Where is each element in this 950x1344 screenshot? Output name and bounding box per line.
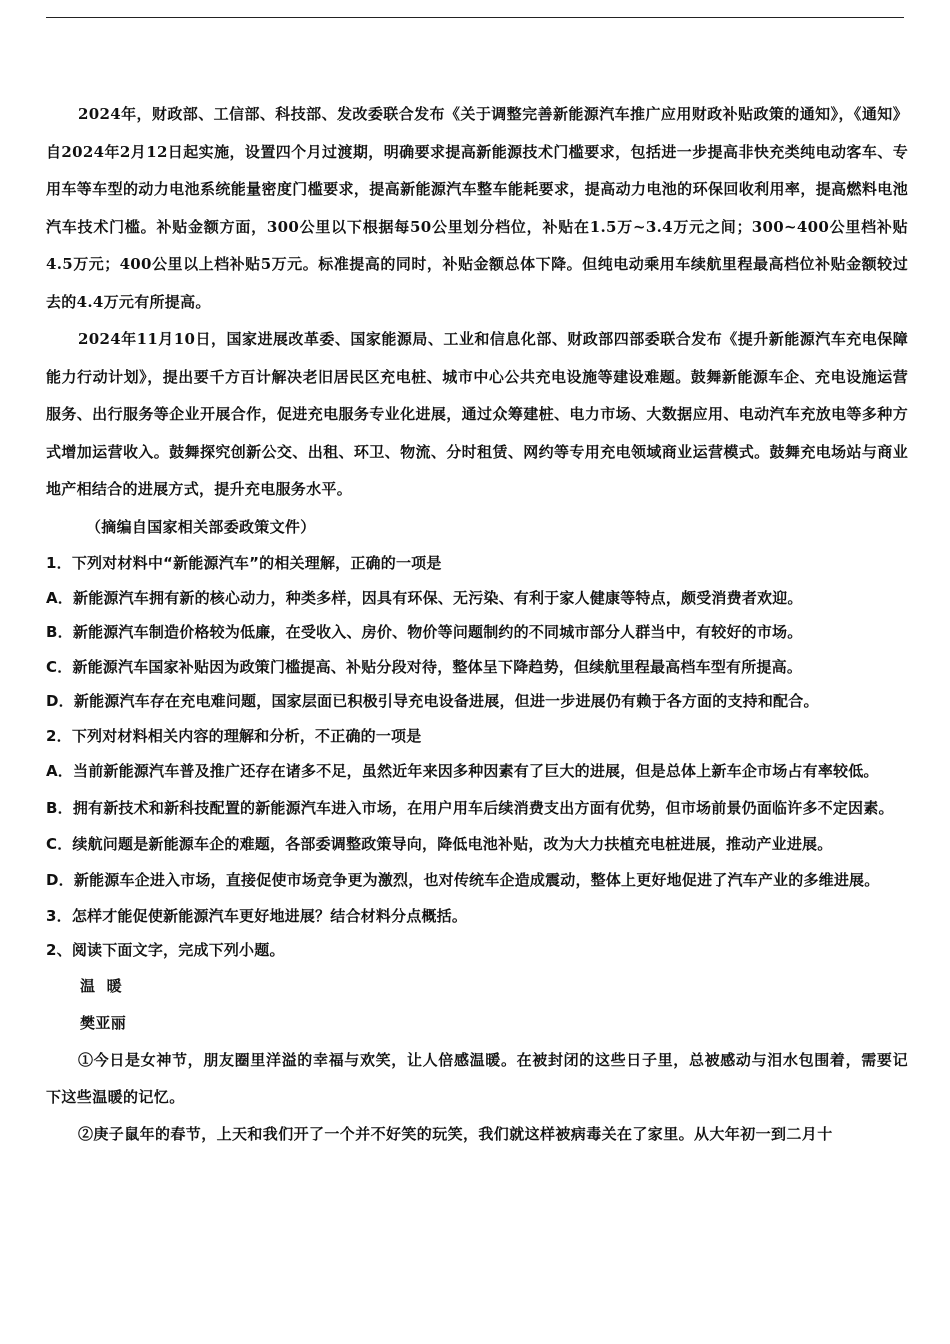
passage1-para2: 2024年11月10日，国家进展改革委、国家能源局、工业和信息化部、财政部四部委联合发布《提升新能源汽车充电保障能力行动计划》，提出要千方百计解决老旧居民区充电桩、城市中心公共充电设施等建设难题。鼓舞新能源车企、充电设施运营服务、出行服务等企业开展合作，促进充电服务专业化进展，通过众筹建桩、电力市场、大数据应用、电动汽车充放电等多种方式增加运营收入。鼓舞探究创新公交、出租、环卫、物流、分时租赁、网约等专用充电领域商业运营模式。鼓舞充电场站与商业地产相结合的进展方式，提升充电服务水平。: [46, 330, 908, 498]
passage1-para1: 2024年，财政部、工信部、科技部、发改委联合发布《关于调整完善新能源汽车推广应用财政补贴政策的通知》，《通知》自2024年2月12日起实施，设置四个月过渡期，明确要求提高新能源技术门槛要求，包括进一步提高非快充类纯电动客车、专用车等车型的动力电池系统能量密度门槛要求，提高新能源汽车整车能耗要求，提高动力电池的环保回收利用率，提高燃料电池汽车技术门槛。补贴金额方面，300公里以下根据每50公里划分档位，补贴在1.5万~3.4万元之间；300~400公里档补贴4.5万元；400公里以上档补贴5万元。标准提高的同时，补贴金额总体下降。但纯电动乘用车续航里程最高档位补贴金额较过去的4.4万元有所提高。: [46, 105, 908, 311]
passage1-source: （摘编自国家相关部委政策文件）: [86, 517, 316, 536]
question1-option-c: C．新能源汽车国家补贴因为政策门槛提高、补贴分段对待，整体呈下降趋势，但续航里程最高档车型有所提高。: [46, 657, 803, 676]
section2-heading: 2、阅读下面文字，完成下列小题。: [46, 941, 285, 959]
story-author: 樊亚丽: [80, 1013, 127, 1032]
question1-option-b: B．新能源汽车制造价格较为低廉，在受收入、房价、物价等问题制约的不同城市部分人群当中，有较好的市场。: [46, 623, 803, 641]
question1-stem: 1．下列对材料中“新能源汽车”的相关理解，正确的一项是: [46, 554, 442, 572]
question1-option-d: D．新能源汽车存在充电难问题，国家层面已积极引导充电设备进展，但进一步进展仍有赖于各方面的支持和配合。: [46, 692, 819, 710]
question2-option-a: A．当前新能源汽车普及推广还存在诸多不足，虽然近年来因多种因素有了巨大的进展，但是总体上新车企市场占有率较低。: [46, 762, 879, 780]
question2-option-d: D．新能源车企进入市场，直接促使市场竞争更为激烈，也对传统车企造成震动，整体上更好地促进了汽车产业的多维进展。: [46, 870, 880, 889]
document-body: [46, 96, 908, 1153]
story-para1: ①今日是女神节，朋友圈里洋溢的幸福与欢笑，让人倍感温暖。在被封闭的这些日子里，总被感动与泪水包围着，需要记下这些温暖的记忆。: [46, 1050, 908, 1106]
question2-option-c: C．续航问题是新能源车企的难题，各部委调整政策导向，降低电池补贴，改为大力扶植充电桩进展，推动产业进展。: [46, 835, 833, 853]
question1-option-a: A．新能源汽车拥有新的核心动力，种类多样，因具有环保、无污染、有利于家人健康等特点，颇受消费者欢迎。: [46, 588, 803, 607]
header-rule: [46, 17, 904, 18]
question3-stem: 3．怎样才能促使新能源汽车更好地进展？结合材料分点概括。: [46, 906, 468, 925]
story-para2: ②庚子鼠年的春节，上天和我们开了一个并不好笑的玩笑，我们就这样被病毒关在了家里。从大年初一到二月十: [78, 1124, 833, 1143]
question2-option-b: B．拥有新技术和新科技配置的新能源汽车进入市场，在用户用车后续消费支出方面有优势，但市场前景仍面临许多不定因素。: [46, 799, 894, 817]
question2-stem: 2．下列对材料相关内容的理解和分析，不正确的一项是: [46, 726, 422, 745]
story-title: 温 暖: [80, 976, 123, 995]
